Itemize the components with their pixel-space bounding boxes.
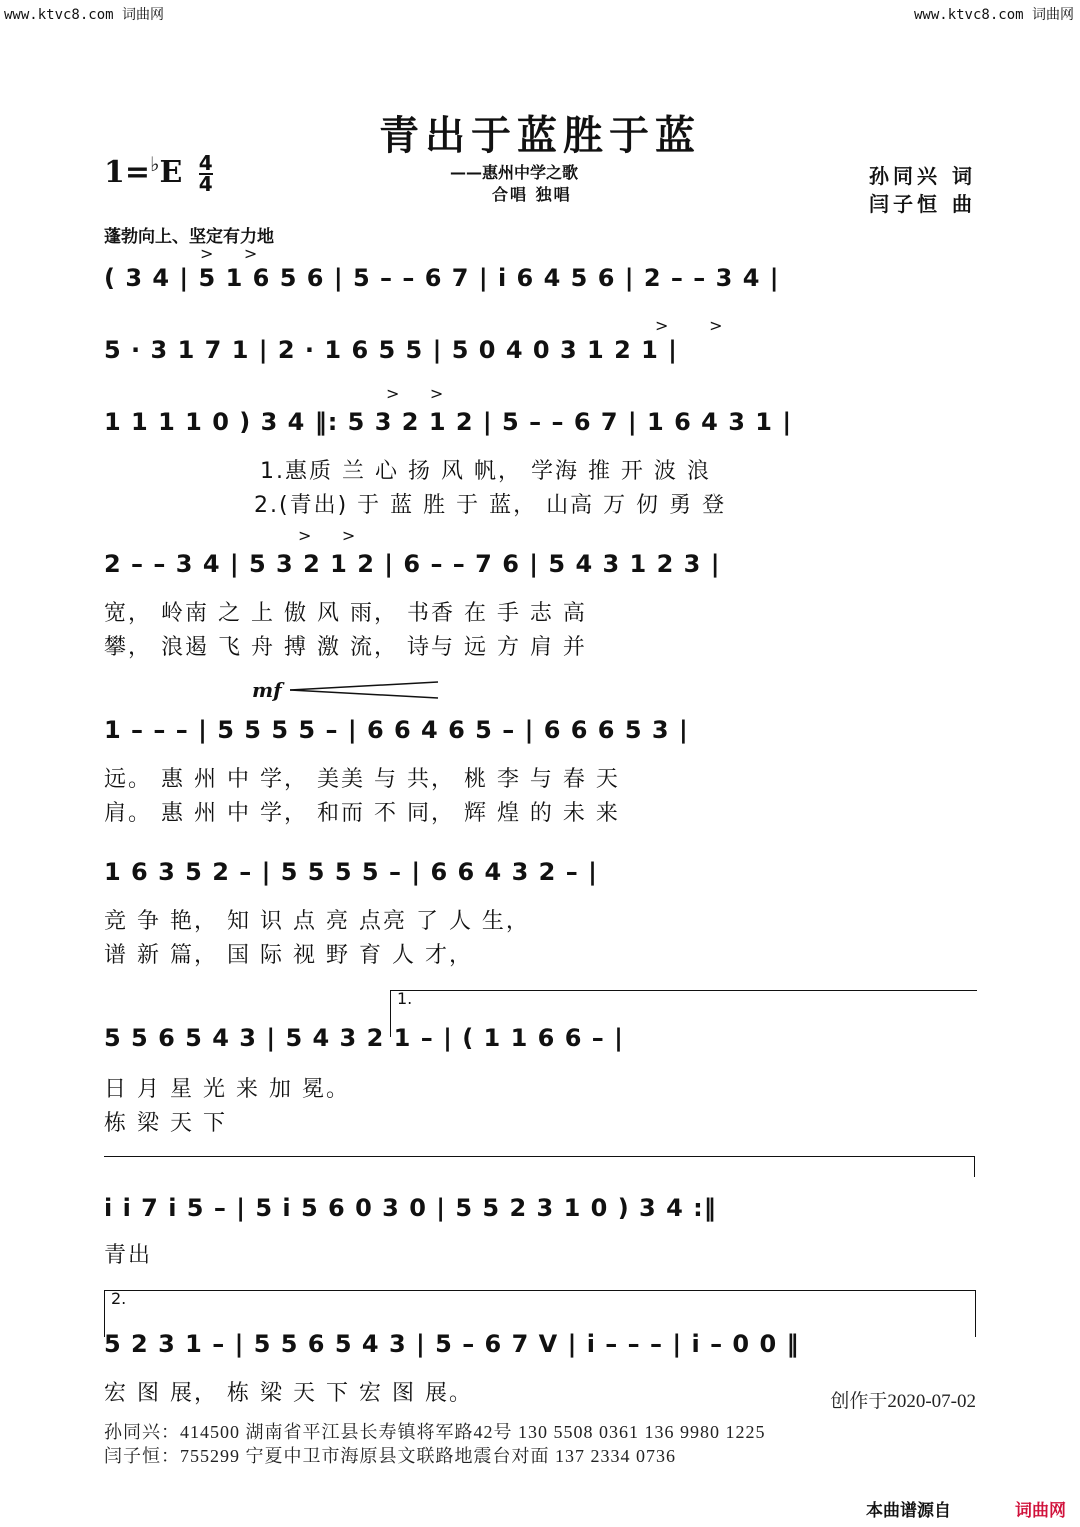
volta-bracket-1-continued	[104, 1156, 975, 1177]
contact-composer: 闫子恒：755299 宁夏中卫市海原县文联路地震台对面 137 2334 0736	[104, 1446, 676, 1466]
lyric-verse-1: 青出	[104, 1243, 153, 1268]
key-note: E	[159, 155, 183, 190]
time-signature	[198, 151, 213, 196]
accent-marks: > >	[655, 316, 723, 335]
staff-line-2: 5 · 3 1 7 1 | 2 · 1 6 5 5 | 5 0 4 0 3 1 2 1 |	[104, 336, 678, 364]
lyric-verse-2: 肩。 惠 州 中 学， 和而 不 同， 辉 煌 的 未 来	[104, 801, 620, 826]
site-url-left[interactable]: www.ktvc8.com 词曲网	[4, 7, 165, 23]
lyric-verse-1: 宽， 岭南 之 上 傲 风 雨， 书香 在 手 志 高	[104, 601, 587, 626]
lyric-verse-1: 1.惠质 兰 心 扬 风 帆， 学海 推 开 波 浪	[260, 459, 711, 484]
lyric-verse-2: 2.(青出) 于 蓝 胜 于 蓝， 山高 万 仞 勇 登	[254, 493, 727, 518]
lyric-verse-2: 谱 新 篇， 国 际 视 野 育 人 才，	[104, 943, 473, 968]
staff-line-8: i i 7 i 5 – | 5 i 5 6 0 3 0 | 5 5 2 3 1 0 ) 3 4 :‖	[104, 1194, 717, 1222]
lyric-verse-2: 栋 梁 天 下	[104, 1111, 227, 1136]
accent-marks: > >	[386, 384, 444, 403]
staff-line-6: 1 6 3 5 2 – | 5 5 5 5 – | 6 6 4 3 2 – |	[104, 858, 598, 886]
lyricist-credit: 孙同兴 词	[869, 164, 976, 188]
staff-line-1: ( 3 4 | 5 1 6 5 6 | 5 – – 6 7 | i 6 4 5 6 | 2 – – 3 4 |	[104, 264, 780, 292]
staff-line-9: 5 2 3 1 – | 5 5 6 5 4 3 | 5 – 6 7 V | i – – – | i – 0 0 ‖	[104, 1330, 800, 1358]
staff-line-7: 5 5 6 5 4 3 | 5 4 3 2 1 – | ( 1 1 6 6 – |	[104, 1024, 624, 1052]
subtitle: ——惠州中学之歌	[450, 163, 579, 182]
composer-credit: 闫子恒 曲	[869, 192, 976, 216]
dynamic-mark: mf	[252, 678, 282, 702]
lyric-verse-1: 远。 惠 州 中 学， 美美 与 共， 桃 李 与 春 天	[104, 767, 620, 792]
key-signature	[104, 151, 213, 196]
flat-symbol: ♭	[150, 152, 160, 176]
volta-bracket-1: 1.	[390, 990, 977, 1037]
source-label: 本曲谱源自	[866, 1501, 951, 1521]
accent-marks: > >	[298, 526, 356, 545]
staff-line-5: 1 – – – | 5 5 5 5 – | 6 6 4 6 5 – | 6 6 6 5 3 |	[104, 716, 689, 744]
tempo-marking: 蓬勃向上、坚定有力地	[104, 227, 274, 247]
lyric-verse-1: 日 月 星 光 来 加 冕。	[104, 1077, 350, 1102]
contact-lyricist: 孙同兴：414500 湖南省平江县长寿镇将军路42号 130 5508 0361 136 9980 1225	[104, 1422, 766, 1442]
lyric-verse-1: 宏 图 展， 栋 梁 天 下 宏 图 展。	[104, 1381, 473, 1406]
crescendo-hairpin	[290, 680, 440, 700]
key-label: 1=	[104, 155, 151, 190]
site-url-right[interactable]: www.ktvc8.com 词曲网	[913, 7, 1074, 23]
lyric-verse-1: 竞 争 艳， 知 识 点 亮 点亮 了 人 生，	[104, 909, 530, 934]
volta-bracket-2: 2.	[104, 1290, 976, 1337]
staff-line-4: 2 – – 3 4 | 5 3 2 1 2 | 6 – – 7 6 | 5 4 3 1 2 3 |	[104, 550, 721, 578]
song-title: 青出于蓝胜于蓝	[379, 112, 701, 159]
brand-link[interactable]: 词曲网	[1015, 1501, 1066, 1521]
staff-line-3: 1 1 1 1 0 ) 3 4 ‖: 5 3 2 1 2 | 5 – – 6 7 | 1 6 4 3 1 |	[104, 408, 793, 436]
meter-bottom: 4	[198, 172, 213, 196]
performance-type: 合唱 独唱	[492, 185, 572, 204]
accent-marks: > >	[200, 244, 258, 263]
meter-top: 4	[198, 151, 213, 175]
creation-date: 创作于2020-07-02	[830, 1391, 976, 1412]
lyric-verse-2: 攀， 浪遏 飞 舟 搏 激 流， 诗与 远 方 肩 并	[104, 635, 587, 660]
